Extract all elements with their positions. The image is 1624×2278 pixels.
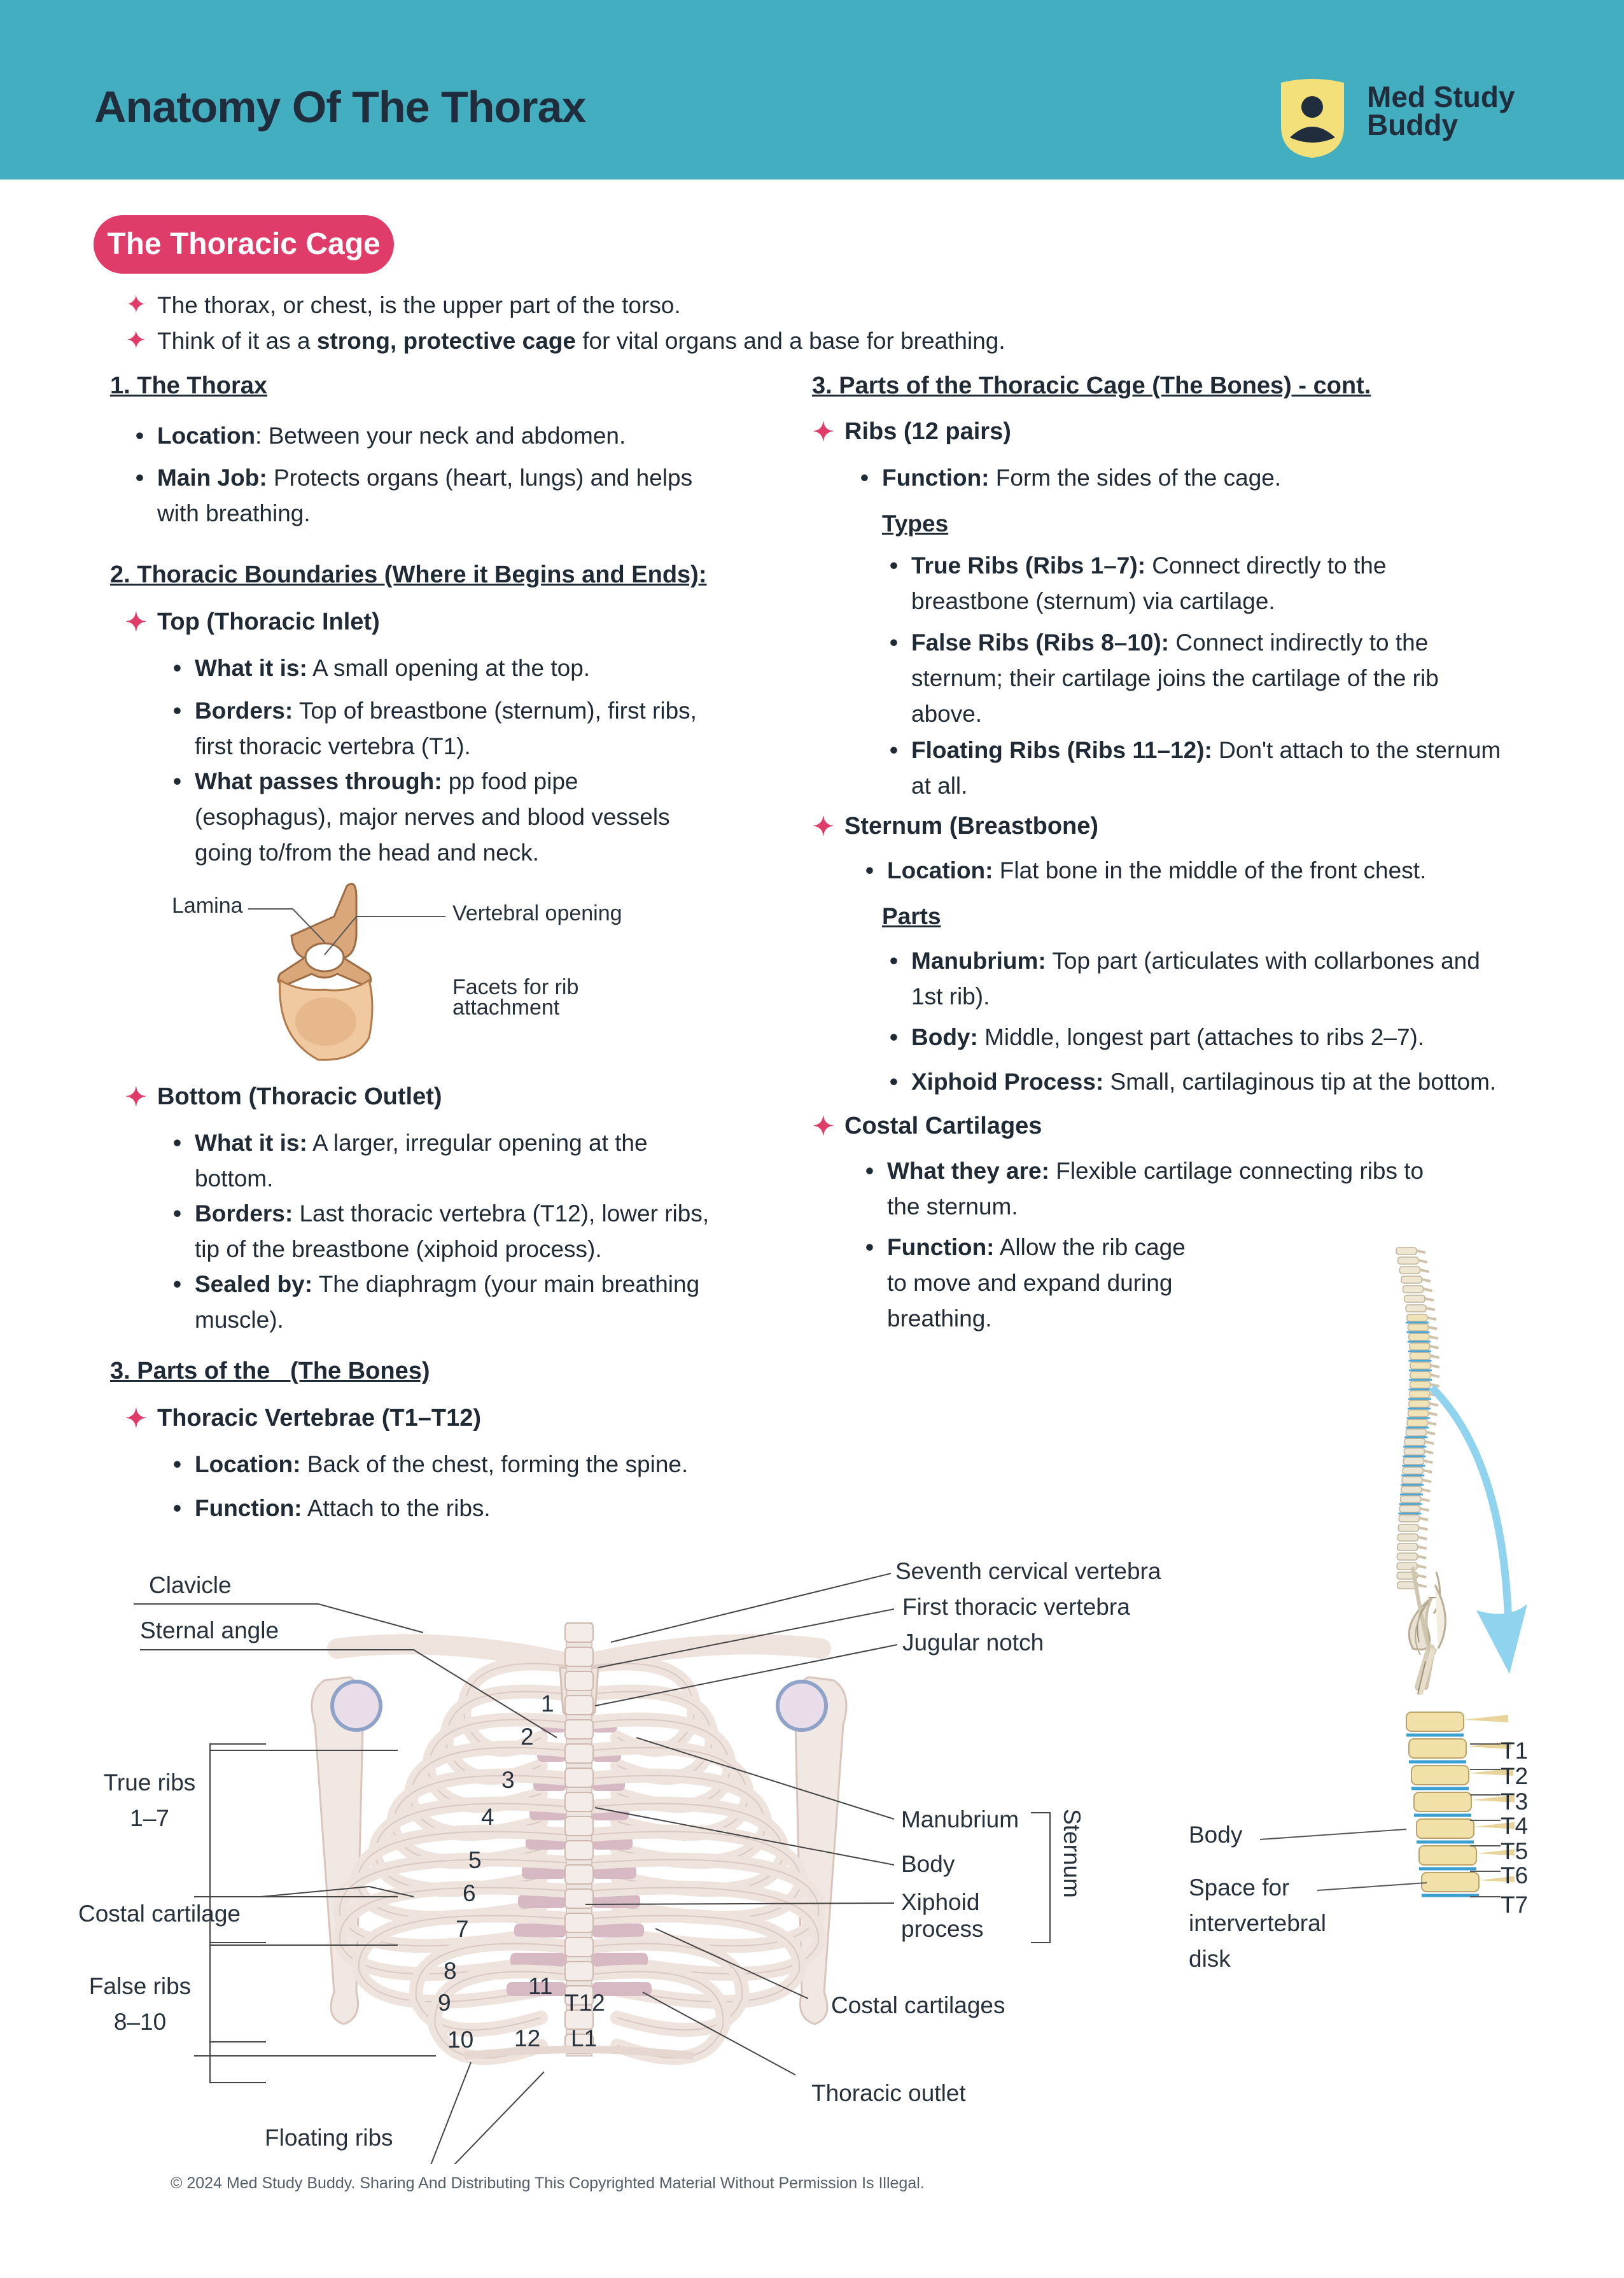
spine-process <box>1426 1308 1435 1310</box>
spine-vertebra <box>1403 1286 1424 1293</box>
spine-process <box>1424 1289 1432 1291</box>
spine-vertebra <box>1410 1343 1430 1350</box>
diagram-label-false-ribs: False ribs 8–10 <box>88 1973 192 2035</box>
spine-process <box>1429 1337 1438 1339</box>
spine-vertebra <box>1410 1362 1431 1369</box>
list-item: • What it is: A larger, irregular opening at the bottom. <box>195 1125 648 1197</box>
spine-vertebra <box>1397 1534 1418 1541</box>
rib-number: 1 <box>541 1691 554 1717</box>
list-item: • Location: Between your neck and abdomen. <box>157 418 626 454</box>
rib-number: 7 <box>456 1916 469 1942</box>
spine-vertebra <box>1396 1248 1417 1255</box>
spine-vertebra <box>1403 1458 1424 1465</box>
page-title: Anatomy Of The Thorax <box>94 82 586 132</box>
list-item: • False Ribs (Ribs 8–10): Connect indirectly to the sternum; their cartilage joins the cartilage of the rib above. <box>911 625 1439 732</box>
level-label: T1 <box>1501 1738 1529 1764</box>
spine-process <box>1422 1279 1431 1281</box>
spine-vertebra <box>1403 1467 1423 1474</box>
sub-heading-bottom: ✦ Bottom (Thoracic Outlet) <box>125 1083 442 1111</box>
spine-process <box>1420 1270 1429 1272</box>
intro-item-1: ✦ The thorax, or chest, is the upper part of the torso. <box>157 288 681 323</box>
vertebra-label-t12: T12 <box>564 1990 605 2016</box>
spine-vertebra <box>1404 1448 1424 1455</box>
diagram-label-costal-cartilages: Costal cartilages <box>831 1992 1005 2018</box>
spine-vertebra <box>1399 1267 1420 1274</box>
star-icon: ✦ <box>813 1113 834 1141</box>
star-icon: ✦ <box>125 1083 147 1111</box>
diagram-label-manubrium: Manubrium <box>901 1806 1019 1832</box>
section-heading-parts: 3. Parts of the (The Bones) <box>110 1358 430 1384</box>
spine-process <box>1431 1365 1439 1367</box>
spine-vertebra <box>1406 1305 1426 1312</box>
spine-vertebra <box>1401 1276 1422 1283</box>
rib-number: 6 <box>463 1880 476 1906</box>
rib-number: 9 <box>438 1990 451 2016</box>
spine-vertebra <box>1406 1429 1426 1436</box>
rib-number: 10 <box>447 2027 474 2053</box>
intro-item-2: ✦ Think of it as a strong, protective cage for vital organs and a base for breathing. <box>157 323 1005 359</box>
star-icon: ✦ <box>813 418 834 446</box>
star-icon: ✦ <box>125 608 147 636</box>
list-item: • Manubrium: Top part (articulates with collarbones and 1st rib). <box>911 943 1480 1015</box>
list-item: • Location: Back of the chest, forming the spine. <box>195 1447 688 1482</box>
rib-number: 2 <box>521 1724 534 1750</box>
types-label: Types <box>882 510 949 537</box>
level-label: T3 <box>1501 1789 1529 1815</box>
spine-vertebra <box>1399 1505 1420 1512</box>
list-item: • Xiphoid Process: Small, cartilaginous tip at the bottom. <box>911 1064 1496 1100</box>
list-item: • Body: Middle, longest part (attaches to ribs 2–7). <box>911 1020 1424 1055</box>
sub-heading-top: ✦ Top (Thoracic Inlet) <box>125 608 380 636</box>
spine-process <box>1430 1346 1439 1348</box>
level-label: T4 <box>1501 1813 1529 1839</box>
diagram-label-xiphoid: Xiphoid process <box>901 1889 984 1942</box>
sub-heading-costal: ✦ Costal Cartilages <box>813 1113 1042 1141</box>
list-item: • Location: Flat bone in the middle of the front chest. <box>887 853 1426 889</box>
list-item: • Function: Allow the rib cage to move and expand during breathing. <box>887 1230 1186 1337</box>
level-label: T2 <box>1501 1763 1529 1789</box>
diagram-label-thoracic-outlet: Thoracic outlet <box>811 2080 966 2106</box>
level-label: T5 <box>1501 1838 1529 1864</box>
level-label: T6 <box>1501 1862 1529 1888</box>
spine-vertebra <box>1404 1295 1425 1302</box>
spine-label-space: Space for intervertebral disk <box>1189 1874 1326 1972</box>
logo-icon <box>1276 76 1349 159</box>
diagram-label-sternal-angle: Sternal angle <box>140 1617 279 1643</box>
sub-heading-sternum: ✦ Sternum (Breastbone) <box>813 813 1099 841</box>
diagram-label-costal-cartilage: Costal cartilage <box>78 1901 241 1927</box>
spine-process <box>1427 1318 1436 1319</box>
diagram-label-first-thoracic: First thoracic vertebra <box>902 1594 1130 1620</box>
spine-label-body: Body <box>1189 1822 1243 1848</box>
list-item: • What passes through: pp food pipe (esophagus), major nerves and blood vessels going to/from the head and neck. <box>195 764 670 871</box>
spine-vertebra <box>1404 1438 1425 1445</box>
spine-vertebra <box>1410 1353 1431 1360</box>
rib-number: 5 <box>468 1847 482 1873</box>
spine-vertebra <box>1397 1543 1418 1550</box>
list-item: • Borders: Last thoracic vertebra (T12), lower ribs, tip of the breastbone (xiphoid process). <box>195 1196 709 1267</box>
list-item: • Borders: Top of breastbone (sternum), first ribs, first thoracic vertebra (T1). <box>195 693 697 764</box>
spine-process <box>1431 1356 1439 1358</box>
star-icon: ✦ <box>813 813 834 841</box>
diagram-label-sternum: Sternum <box>1059 1809 1085 1898</box>
list-item: • What it is: A small opening at the top. <box>195 650 590 686</box>
list-item: • Main Job: Protects organs (heart, lungs) and helps with breathing. <box>157 460 692 531</box>
vertebra-label-l1: L1 <box>571 2025 598 2051</box>
spine-process <box>1429 1327 1438 1329</box>
spine-vertebra <box>1399 1515 1419 1522</box>
list-item: • Floating Ribs (Ribs 11–12): Don't attach to the sternum at all. <box>911 733 1501 804</box>
star-icon: ✦ <box>125 1405 147 1433</box>
rib-number: 3 <box>501 1767 515 1793</box>
diagram-label-seventh-cervical: Seventh cervical vertebra <box>895 1558 1161 1584</box>
star-icon: ✦ <box>125 291 147 319</box>
spine-vertebra <box>1398 1257 1418 1264</box>
parts-label: Parts <box>882 903 941 929</box>
label-vertebral-opening: Vertebral opening <box>452 901 622 925</box>
diagram-label-clavicle: Clavicle <box>149 1572 232 1598</box>
footer-copyright: © 2024 Med Study Buddy. Sharing And Distributing This Copyrighted Material Without Permission Is Illegal. <box>171 2174 925 2192</box>
list-item: • Function: Attach to the ribs. <box>195 1491 491 1526</box>
list-item: • What they are: Flexible cartilage connecting ribs to the sternum. <box>887 1153 1424 1225</box>
spine-vertebra <box>1409 1333 1429 1340</box>
rib-number: 4 <box>481 1804 494 1830</box>
section-pill: The Thoracic Cage <box>94 215 394 274</box>
star-icon: ✦ <box>125 327 147 355</box>
diagram-label-floating-ribs: Floating ribs <box>265 2125 393 2151</box>
sub-heading-thoracic-vertebrae: ✦ Thoracic Vertebrae (T1–T12) <box>125 1405 481 1433</box>
diagram-label-body: Body <box>901 1851 955 1877</box>
rib-number: 11 <box>528 1973 553 1999</box>
diagram-leader-lines <box>0 1553 1624 2164</box>
spine-vertebra <box>1398 1524 1418 1531</box>
spine-process <box>1425 1298 1434 1300</box>
spine-vertebra <box>1401 1486 1422 1493</box>
list-item: • True Ribs (Ribs 1–7): Connect directly to the breastbone (sternum) via cartilage. <box>911 548 1386 619</box>
rib-number: 12 <box>514 2025 541 2051</box>
spine-vertebra <box>1407 1314 1427 1321</box>
label-lamina: Lamina <box>172 894 243 918</box>
diagram-label-jugular-notch: Jugular notch <box>902 1629 1044 1656</box>
diagram-label-true-ribs: True ribs 1–7 <box>103 1769 196 1831</box>
spine-process <box>1417 1251 1425 1253</box>
list-item: • Function: Form the sides of the cage. <box>882 460 1281 496</box>
list-item: • Sealed by: The diaphragm (your main breathing muscle). <box>195 1267 699 1338</box>
level-label: T7 <box>1501 1892 1529 1918</box>
rib-number: 8 <box>444 1958 457 1984</box>
section-heading-thorax: 1. The Thorax <box>110 372 268 399</box>
logo-text: Med Study Buddy <box>1367 80 1515 141</box>
sub-heading-ribs: ✦ Ribs (12 pairs) <box>813 418 1011 446</box>
spine-process <box>1418 1260 1427 1262</box>
spine-vertebra <box>1401 1496 1421 1503</box>
section-heading-parts-cont: 3. Parts of the Thoracic Cage (The Bones) - cont. <box>812 372 1371 399</box>
spine-vertebra <box>1408 1324 1429 1331</box>
label-facets: Facets for rib attachment <box>452 975 579 1020</box>
section-heading-boundaries: 2. Thoracic Boundaries (Where it Begins and Ends): <box>110 561 707 588</box>
spine-vertebra <box>1407 1419 1427 1426</box>
spine-vertebra <box>1402 1477 1422 1484</box>
